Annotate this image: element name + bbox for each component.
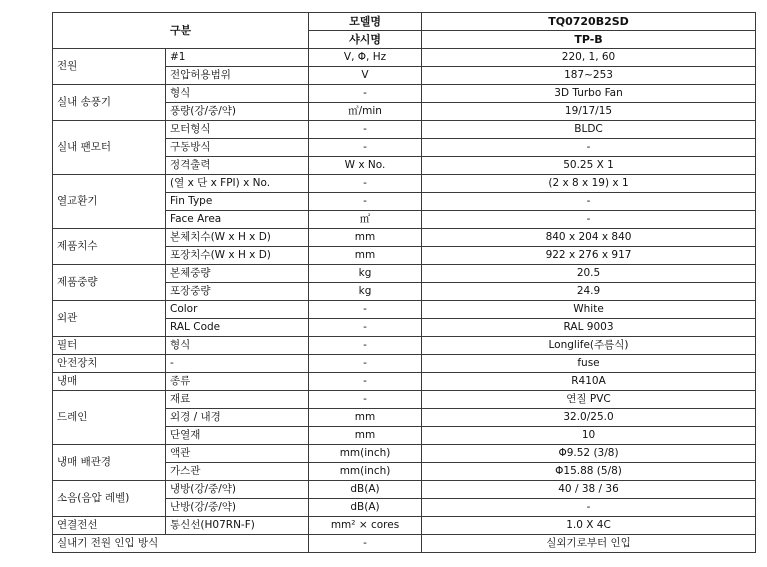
- value-cell: 연질 PVC: [422, 391, 756, 409]
- item-label: 포장중량: [166, 283, 309, 301]
- unit-cell: kg: [309, 265, 422, 283]
- unit-cell: kg: [309, 283, 422, 301]
- group-label: 드레인: [53, 391, 166, 445]
- item-label: 난방(강/중/약): [166, 499, 309, 517]
- item-label: 정격출력: [166, 157, 309, 175]
- value-cell: 220, 1, 60: [422, 49, 756, 67]
- unit-cell: -: [309, 301, 422, 319]
- value-cell: 3D Turbo Fan: [422, 85, 756, 103]
- item-label: 재료: [166, 391, 309, 409]
- footer-unit-cell: -: [309, 535, 422, 553]
- value-cell: 32.0/25.0: [422, 409, 756, 427]
- footer-value-cell: 실외기로부터 인입: [422, 535, 756, 553]
- value-cell: 50.25 X 1: [422, 157, 756, 175]
- unit-cell: mm² × cores: [309, 517, 422, 535]
- spec-row: [53, 301, 756, 319]
- value-cell: 187~253: [422, 67, 756, 85]
- value-cell: 24.9: [422, 283, 756, 301]
- item-label: 종류: [166, 373, 309, 391]
- group-label: 연결전선: [53, 517, 166, 535]
- group-label: 전원: [53, 49, 166, 85]
- chassis-value: TP-B: [422, 31, 756, 49]
- item-label: 본체치수(W x H x D): [166, 229, 309, 247]
- value-cell: 40 / 38 / 36: [422, 481, 756, 499]
- item-label: 단열재: [166, 427, 309, 445]
- footer-row: [53, 535, 756, 553]
- unit-cell: mm(inch): [309, 463, 422, 481]
- unit-cell: ㎡: [309, 211, 422, 229]
- group-label: 소음(음압 레벨): [53, 481, 166, 517]
- item-label: #1: [166, 49, 309, 67]
- value-cell: 922 x 276 x 917: [422, 247, 756, 265]
- item-label: 구동방식: [166, 139, 309, 157]
- group-label: 열교환기: [53, 175, 166, 229]
- unit-cell: -: [309, 85, 422, 103]
- value-cell: RAL 9003: [422, 319, 756, 337]
- spec-row: [53, 85, 756, 103]
- value-cell: -: [422, 193, 756, 211]
- spec-row: [53, 445, 756, 463]
- value-cell: 840 x 204 x 840: [422, 229, 756, 247]
- group-label: 제품중량: [53, 265, 166, 301]
- value-cell: -: [422, 139, 756, 157]
- unit-cell: mm: [309, 427, 422, 445]
- item-label: 모터형식: [166, 121, 309, 139]
- item-label: 전압허용범위: [166, 67, 309, 85]
- spec-row: [53, 49, 756, 67]
- category-header: 구분: [53, 13, 309, 49]
- unit-cell: dB(A): [309, 499, 422, 517]
- value-cell: Φ15.88 (5/8): [422, 463, 756, 481]
- value-cell: White: [422, 301, 756, 319]
- value-cell: R410A: [422, 373, 756, 391]
- unit-cell: W x No.: [309, 157, 422, 175]
- group-label: 냉매: [53, 373, 166, 391]
- spec-row: [53, 229, 756, 247]
- item-label: 포장치수(W x H x D): [166, 247, 309, 265]
- item-label: 외경 / 내경: [166, 409, 309, 427]
- value-cell: 20.5: [422, 265, 756, 283]
- group-label: 제품치수: [53, 229, 166, 265]
- unit-cell: -: [309, 193, 422, 211]
- item-label: 액관: [166, 445, 309, 463]
- unit-cell: -: [309, 175, 422, 193]
- spec-row: [53, 265, 756, 283]
- spec-row: [53, 373, 756, 391]
- unit-cell: -: [309, 355, 422, 373]
- spec-table: [52, 12, 756, 553]
- value-cell: -: [422, 499, 756, 517]
- unit-cell: ㎥/min: [309, 103, 422, 121]
- spec-row: [53, 355, 756, 373]
- value-cell: Φ9.52 (3/8): [422, 445, 756, 463]
- unit-cell: dB(A): [309, 481, 422, 499]
- unit-cell: -: [309, 373, 422, 391]
- model-label: 모델명: [309, 13, 422, 31]
- item-label: Fin Type: [166, 193, 309, 211]
- spec-row: [53, 121, 756, 139]
- value-cell: Longlife(주름식): [422, 337, 756, 355]
- unit-cell: mm(inch): [309, 445, 422, 463]
- item-label: 형식: [166, 85, 309, 103]
- value-cell: BLDC: [422, 121, 756, 139]
- item-label: -: [166, 355, 309, 373]
- value-cell: (2 x 8 x 19) x 1: [422, 175, 756, 193]
- value-cell: fuse: [422, 355, 756, 373]
- group-label: 실내 송풍기: [53, 85, 166, 121]
- model-value: TQ0720B2SD: [422, 13, 756, 31]
- spec-row: [53, 175, 756, 193]
- spec-row: [53, 391, 756, 409]
- value-cell: 1.0 X 4C: [422, 517, 756, 535]
- unit-cell: -: [309, 337, 422, 355]
- item-label: 가스관: [166, 463, 309, 481]
- chassis-label: 샤시명: [309, 31, 422, 49]
- unit-cell: -: [309, 139, 422, 157]
- unit-cell: mm: [309, 409, 422, 427]
- group-label: 필터: [53, 337, 166, 355]
- unit-cell: V, Φ, Hz: [309, 49, 422, 67]
- spec-row: [53, 517, 756, 535]
- unit-cell: mm: [309, 247, 422, 265]
- item-label: 풍량(강/중/약): [166, 103, 309, 121]
- item-label: (열 x 단 x FPI) x No.: [166, 175, 309, 193]
- group-label: 냉매 배관경: [53, 445, 166, 481]
- item-label: 통신선(H07RN-F): [166, 517, 309, 535]
- unit-cell: -: [309, 391, 422, 409]
- value-cell: 10: [422, 427, 756, 445]
- unit-cell: V: [309, 67, 422, 85]
- footer-item-label: 실내기 전원 인입 방식: [53, 535, 309, 553]
- item-label: 형식: [166, 337, 309, 355]
- spec-row: [53, 337, 756, 355]
- unit-cell: -: [309, 319, 422, 337]
- value-cell: -: [422, 211, 756, 229]
- group-label: 외관: [53, 301, 166, 337]
- item-label: 본체중량: [166, 265, 309, 283]
- header-row-model: [53, 13, 756, 31]
- item-label: Face Area: [166, 211, 309, 229]
- spec-row: [53, 481, 756, 499]
- group-label: 실내 팬모터: [53, 121, 166, 175]
- unit-cell: -: [309, 121, 422, 139]
- item-label: RAL Code: [166, 319, 309, 337]
- unit-cell: mm: [309, 229, 422, 247]
- group-label: 안전장치: [53, 355, 166, 373]
- item-label: Color: [166, 301, 309, 319]
- value-cell: 19/17/15: [422, 103, 756, 121]
- item-label: 냉방(강/중/약): [166, 481, 309, 499]
